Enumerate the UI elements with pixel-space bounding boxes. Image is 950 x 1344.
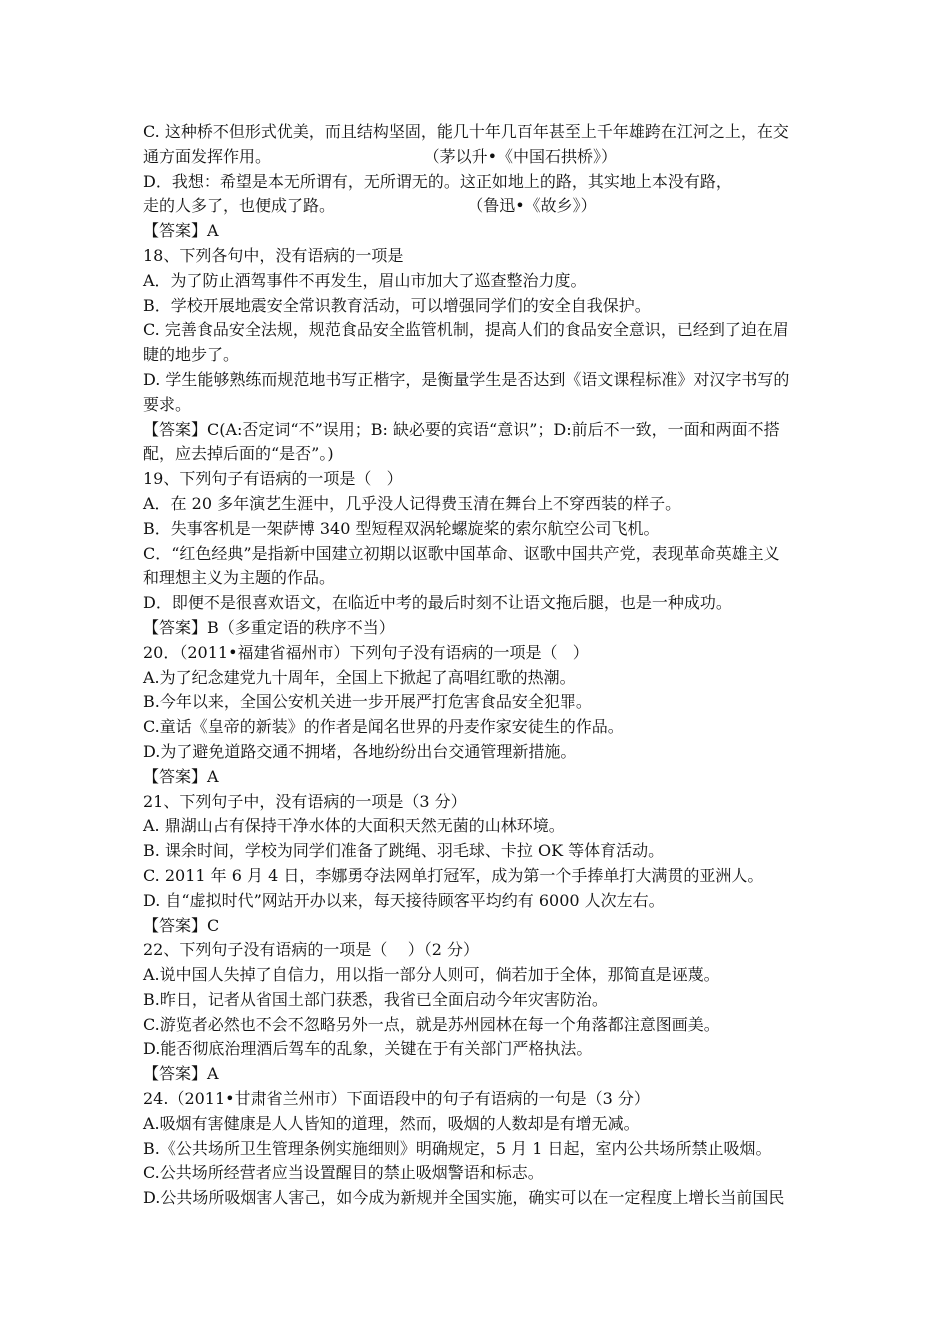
q18-option-d-line2: 要求。 bbox=[143, 394, 192, 414]
q19-answer: 【答案】B（多重定语的秩序不当） bbox=[143, 617, 395, 637]
q17-answer: 【答案】A bbox=[143, 221, 219, 241]
q19-option-b: B．失事客机是一架萨博 340 型短程双涡轮螺旋桨的索尔航空公司飞机。 bbox=[143, 518, 660, 538]
q18-answer-line2: 配，应去掉后面的“是否”。) bbox=[143, 444, 334, 464]
q21-option-d: D. 自“虚拟时代”网站开办以来，每天接待顾客平均约有 6000 人次左右。 bbox=[143, 890, 665, 910]
q18-option-d-line1: D. 学生能够熟练而规范地书写正楷字，是衡量学生是否达到《语文课程标准》对汉字书写的 bbox=[143, 369, 790, 389]
q22-answer: 【答案】A bbox=[143, 1064, 219, 1084]
q19-option-d: D．即便不是很喜欢语文，在临近中考的最后时刻不让语文拖后腿，也是一种成功。 bbox=[143, 593, 732, 613]
q24-option-a: A.吸烟有害健康是人人皆知的道理，然而，吸烟的人数却是有增无减。 bbox=[143, 1113, 640, 1133]
q20-stem: 20．（2011•福建省福州市）下列句子没有语病的一项是（ ） bbox=[143, 642, 589, 662]
q20-option-c: C.童话《皇帝的新装》的作者是闻名世界的丹麦作家安徒生的作品。 bbox=[143, 717, 624, 737]
q17-option-c-line2: 通方面发挥作用。 （茅以升•《中国石拱桥》） bbox=[143, 146, 618, 166]
q24-option-c: C.公共场所经营者应当设置醒目的禁止吸烟警语和标志。 bbox=[143, 1163, 544, 1183]
q21-option-a: A. 鼎湖山占有保持干净水体的大面积天然无菌的山林环境。 bbox=[143, 816, 565, 836]
q19-option-a: A．在 20 多年演艺生涯中，几乎没人记得费玉清在舞台上不穿西装的样子。 bbox=[143, 493, 682, 513]
q18-answer-line1: 【答案】C(A:否定词“不”误用；B: 缺必要的宾语“意识”；D:前后不一致，一面和两面不搭 bbox=[143, 419, 780, 439]
q24-option-d: D.公共场所吸烟害人害己，如今成为新规并全国实施，确实可以在一定程度上增长当前国民 bbox=[143, 1188, 785, 1208]
q19-option-c-line2: 和理想主义为主题的作品。 bbox=[143, 568, 336, 588]
q20-option-d: D.为了避免道路交通不拥堵，各地纷纷出台交通管理新措施。 bbox=[143, 741, 577, 761]
q22-option-d: D.能否彻底治理酒后驾车的乱象，关键在于有关部门严格执法。 bbox=[143, 1039, 593, 1059]
q20-answer: 【答案】A bbox=[143, 766, 219, 786]
q22-stem: 22、下列句子没有语病的一项是（ ）（2 分） bbox=[143, 940, 479, 960]
q17-option-d-line1: D．我想：希望是本无所谓有，无所谓无的。这正如地上的路，其实地上本没有路， bbox=[143, 171, 732, 191]
q19-stem: 19、下列句子有语病的一项是（ ） bbox=[143, 469, 403, 489]
q19-option-c-line1: C．“红色经典”是指新中国建立初期以讴歌中国革命、讴歌中国共产党，表现革命英雄主义 bbox=[143, 543, 780, 563]
q20-option-b: B.今年以来，全国公安机关进一步开展严打危害食品安全犯罪。 bbox=[143, 692, 592, 712]
q24-stem: 24.（2011•甘肃省兰州市）下面语段中的句子有语病的一句是（3 分） bbox=[143, 1089, 650, 1109]
q18-option-c-line1: C. 完善食品安全法规，规范食品安全监管机制，提高人们的食品安全意识，已经到了迫在眉 bbox=[143, 320, 789, 340]
q21-answer: 【答案】C bbox=[143, 915, 220, 935]
q18-option-a: A．为了防止酒驾事件不再发生，眉山市加大了巡查整治力度。 bbox=[143, 270, 587, 290]
q18-option-b: B．学校开展地震安全常识教育活动，可以增强同学们的安全自我保护。 bbox=[143, 295, 651, 315]
q22-option-c: C.游览者必然也不会不忽略另外一点，就是苏州园林在每一个角落都注意图画美。 bbox=[143, 1014, 720, 1034]
q20-option-a: A.为了纪念建党九十周年，全国上下掀起了高唱红歌的热潮。 bbox=[143, 667, 576, 687]
q21-option-c: C. 2011 年 6 月 4 日，李娜勇夺法网单打冠军，成为第一个手捧单打大满贯的亚洲人。 bbox=[143, 865, 764, 885]
q22-option-a: A.说中国人失掉了自信力，用以指一部分人则可，倘若加于全体，那简直是诬蔑。 bbox=[143, 965, 720, 985]
q21-option-b: B. 课余时间，学校为同学们准备了跳绳、羽毛球、卡拉 OK 等体育活动。 bbox=[143, 841, 665, 861]
q24-option-b: B.《公共场所卫生管理条例实施细则》明确规定，5 月 1 日起，室内公共场所禁止吸烟。 bbox=[143, 1138, 772, 1158]
q17-option-c-line1: C. 这种桥不但形式优美，而且结构坚固，能几十年几百年甚至上千年雄跨在江河之上，在交 bbox=[143, 122, 789, 141]
q18-stem: 18、下列各句中，没有语病的一项是 bbox=[143, 245, 404, 265]
q18-option-c-line2: 睫的地步了。 bbox=[143, 345, 240, 365]
q17-option-d-line2: 走的人多了，也便成了路。 （鲁迅•《故乡》） bbox=[143, 196, 597, 216]
q21-stem: 21、下列句子中，没有语病的一项是（3 分） bbox=[143, 791, 467, 811]
document-body bbox=[143, 120, 823, 1211]
q22-option-b: B.昨日，记者从省国土部门获悉，我省已全面启动今年灾害防治。 bbox=[143, 989, 608, 1009]
